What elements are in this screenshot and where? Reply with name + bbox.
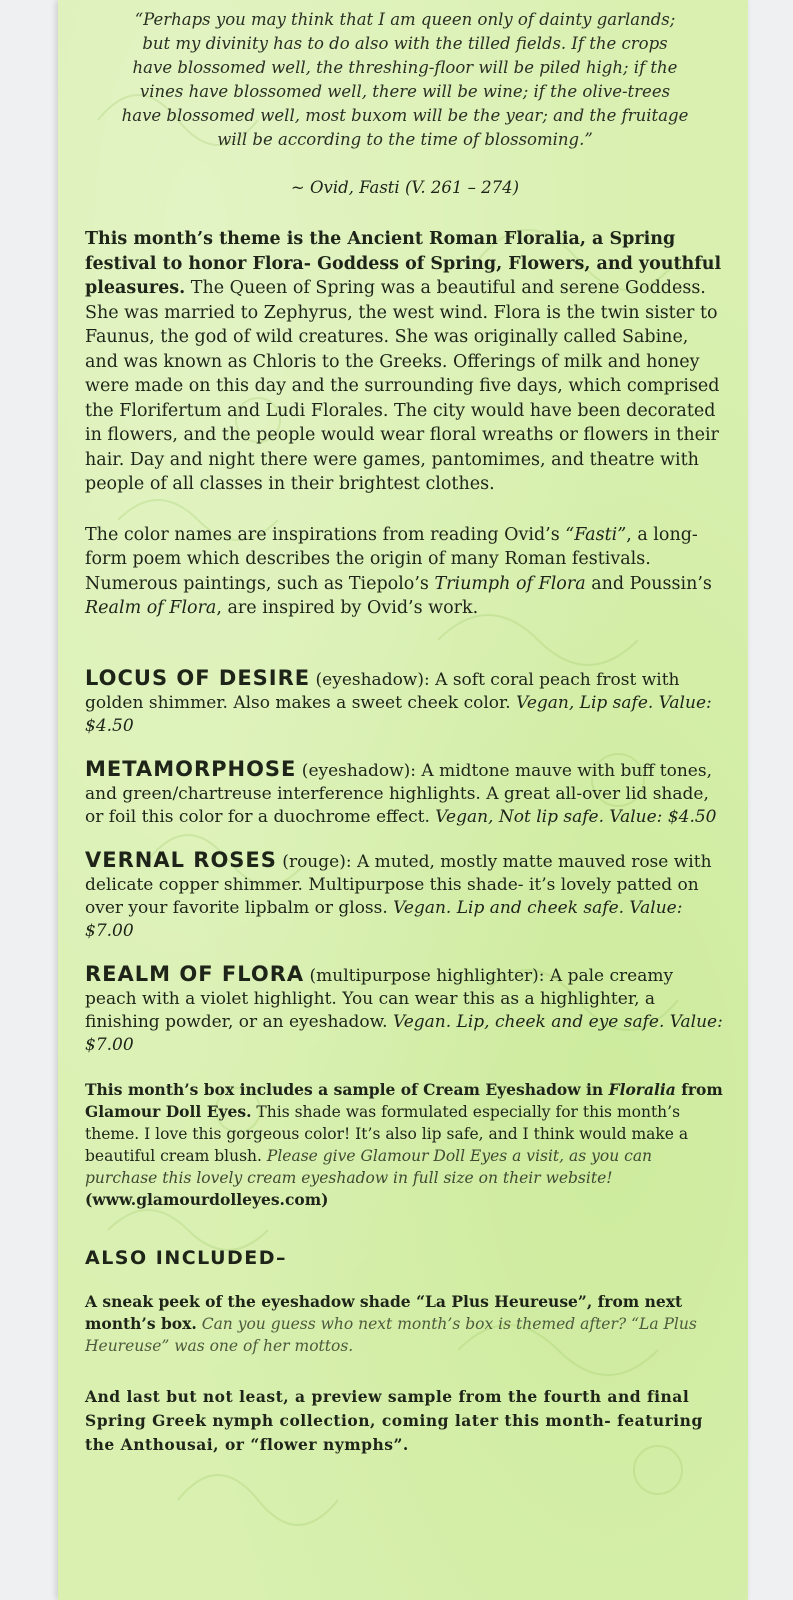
ovid-quote bbox=[85, 8, 725, 152]
product-name: REALM OF FLORA bbox=[85, 961, 305, 986]
inspiration-text: , a long-form poem which describes the origin of many Roman festivals. Numerous paintings, such as Tiepolo’s bbox=[85, 524, 698, 594]
sample-paragraph bbox=[85, 1079, 725, 1211]
triumph-title: Triumph of Flora bbox=[434, 573, 586, 594]
sneak-peek-text: A sneak peek of the eyeshadow shade “La Plus Heureuse”, from next month’s box. bbox=[85, 1291, 683, 1333]
sneak-peek-question: Can you guess who next month’s box is themed after? “La Plus Heureuse” was one of her mottos. bbox=[85, 1314, 697, 1355]
product-name: METAMORPHOSE bbox=[85, 756, 297, 781]
quote-line: but my divinity has to do also with the tilled fields. If the crops bbox=[142, 34, 668, 53]
sample-intro: This month’s box includes a sample of Cream Eyeshadow in bbox=[85, 1079, 609, 1099]
sample-brand: from Glamour Doll Eyes. bbox=[85, 1079, 723, 1121]
product-name: LOCUS OF DESIRE bbox=[85, 665, 311, 690]
product-item bbox=[85, 963, 725, 1057]
sneak-peek-paragraph bbox=[85, 1291, 725, 1357]
product-type: (rouge): bbox=[276, 851, 357, 872]
floralia-name: Floralia bbox=[608, 1079, 676, 1099]
product-description: A muted, mostly matte mauved rose with delicate copper shimmer. Multipurpose this shade- it’s lovely patted on over your favorite lipbalm or gloss. bbox=[85, 851, 712, 918]
product-item bbox=[85, 849, 725, 943]
product-description: A midtone mauve with buff tones, and green/chartreuse interference highlights. A great all-over lid shade, or foil this color for a duochrome effect. bbox=[85, 760, 712, 827]
also-included-heading: ALSO INCLUDED– bbox=[85, 1246, 288, 1269]
inspiration-text: The color names are inspirations from reading Ovid’s bbox=[85, 524, 566, 545]
product-type: (eyeshadow): bbox=[310, 669, 436, 690]
product-list bbox=[85, 667, 725, 1057]
inspiration-text: and Poussin’s bbox=[585, 573, 712, 594]
product-tags: Vegan. Lip and cheek safe. Value: $7.00 bbox=[85, 897, 683, 941]
quote-line: have blossomed well, the threshing-floor will be piled high; if the bbox=[132, 58, 678, 77]
glamour-doll-eyes-url: (www.glamourdolleyes.com) bbox=[85, 1189, 329, 1209]
product-type: (multipurpose highlighter): bbox=[304, 965, 550, 986]
product-tags: Vegan. Lip, cheek and eye safe. Value: $7.00 bbox=[85, 1011, 723, 1055]
theme-body: The Queen of Spring was a beautiful and serene Goddess. She was married to Zephyrus, the west wind. Flora is the twin sister to Faunus, the god of wild creatures. She was originally called Sabine, and was known as Chloris to the Greeks. Offerings of milk and honey were made on this day and the surrounding five days, which comprised the Florifertum and Ludi Florales. The city would have been decorated in flowers, and the people would wear floral wreaths or flowers in their hair. Day and night there were games, pantomimes, and theatre with people of all classes in their brightest clothes. bbox=[85, 278, 720, 494]
product-type: (eyeshadow): bbox=[296, 760, 422, 781]
inspiration-paragraph bbox=[85, 523, 725, 621]
quote-line: “Perhaps you may think that I am queen only of dainty garlands; bbox=[134, 10, 676, 29]
product-description: A soft coral peach frost with golden shimmer. Also makes a sweet cheek color. bbox=[85, 669, 680, 713]
product-name: VERNAL ROSES bbox=[85, 847, 277, 872]
product-tags: Vegan, Not lip safe. Value: $4.50 bbox=[429, 806, 717, 827]
sample-visit-note: Please give Glamour Doll Eyes a visit, as you can purchase this lovely cream eyeshadow in full size on their website! bbox=[85, 1146, 653, 1187]
quote-line: have blossomed well, most buxom will be the year; and the fruitage bbox=[121, 106, 689, 125]
product-description: A pale creamy peach with a violet highlight. You can wear this as a highlighter, a finishing powder, or an eyeshadow. bbox=[85, 965, 674, 1032]
quote-line: will be according to the time of blossoming.” bbox=[217, 130, 593, 149]
product-tags: Vegan, Lip safe. Value: $4.50 bbox=[85, 692, 712, 736]
sample-body: This shade was formulated especially for this month’s theme. I love this gorgeous color! It’s also lip safe, and I think would make a beautiful cream blush. bbox=[85, 1102, 689, 1165]
realm-title: Realm of Flora bbox=[85, 598, 217, 618]
card-content bbox=[85, 0, 725, 1457]
quote-citation: ~ Ovid, Fasti (V. 261 – 274) bbox=[290, 178, 520, 197]
product-item bbox=[85, 667, 725, 738]
preview-sample-paragraph: And last but not least, a preview sample from the fourth and final Spring Greek nymph collection, coming later this month- featuring the Anthousai, or “flower nymphs”. bbox=[85, 1386, 703, 1454]
theme-paragraph bbox=[85, 227, 725, 497]
inspiration-text: , are inspired by Ovid’s work. bbox=[216, 598, 479, 618]
product-item bbox=[85, 758, 725, 829]
fasti-title: “Fasti” bbox=[565, 524, 627, 545]
insert-card bbox=[58, 0, 748, 1600]
quote-line: vines have blossomed well, there will be wine; if the olive-trees bbox=[139, 82, 671, 101]
theme-intro: This month’s theme is the Ancient Roman Floralia, a Spring festival to honor Flora- Goddess of Spring, Flowers, and youthful pleasures. bbox=[85, 229, 722, 298]
